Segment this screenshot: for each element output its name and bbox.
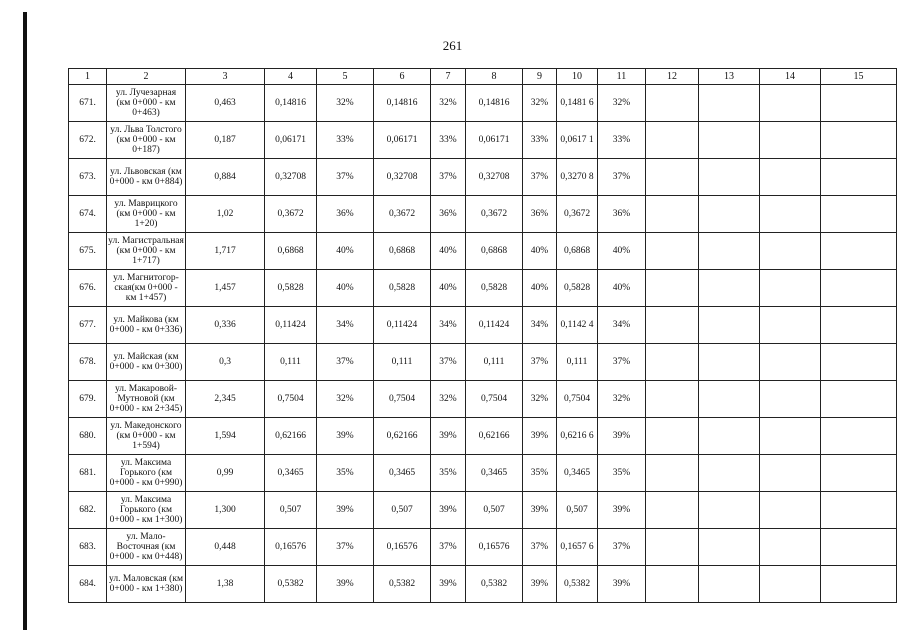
header-row bbox=[69, 69, 897, 85]
col12-cell bbox=[646, 196, 699, 233]
col6-value: 0,3465 bbox=[374, 455, 431, 492]
col5-percent: 33% bbox=[317, 122, 374, 159]
table-row bbox=[69, 566, 897, 603]
table-row bbox=[69, 233, 897, 270]
street-name: ул. Майская (км 0+000 - км 0+300) bbox=[107, 344, 186, 381]
col14-cell bbox=[760, 307, 821, 344]
col4-value: 0,5382 bbox=[265, 566, 317, 603]
col12-cell bbox=[646, 85, 699, 122]
col4-value: 0,5828 bbox=[265, 270, 317, 307]
row-number: 684. bbox=[69, 566, 107, 603]
page-edge-bar bbox=[23, 12, 27, 630]
col12-cell bbox=[646, 233, 699, 270]
col8-value: 0,5828 bbox=[466, 270, 523, 307]
col9-percent: 32% bbox=[523, 381, 557, 418]
street-name: ул. Мало-Восточная (км 0+000 - км 0+448) bbox=[107, 529, 186, 566]
col-header: 9 bbox=[523, 69, 557, 85]
col11-percent: 37% bbox=[598, 159, 646, 196]
col13-cell bbox=[699, 122, 760, 159]
col7-percent: 37% bbox=[431, 159, 466, 196]
col14-cell bbox=[760, 418, 821, 455]
col11-percent: 36% bbox=[598, 196, 646, 233]
col4-value: 0,32708 bbox=[265, 159, 317, 196]
col7-percent: 40% bbox=[431, 233, 466, 270]
row-number: 675. bbox=[69, 233, 107, 270]
col14-cell bbox=[760, 159, 821, 196]
col15-cell bbox=[821, 344, 897, 381]
table-row bbox=[69, 455, 897, 492]
col8-value: 0,32708 bbox=[466, 159, 523, 196]
col12-cell bbox=[646, 270, 699, 307]
col15-cell bbox=[821, 159, 897, 196]
col9-percent: 33% bbox=[523, 122, 557, 159]
col5-percent: 34% bbox=[317, 307, 374, 344]
col15-cell bbox=[821, 418, 897, 455]
table-row bbox=[69, 529, 897, 566]
street-name: ул. Маврицкого (км 0+000 - км 1+20) bbox=[107, 196, 186, 233]
col13-cell bbox=[699, 85, 760, 122]
table-row bbox=[69, 344, 897, 381]
col6-value: 0,32708 bbox=[374, 159, 431, 196]
length-value: 1,02 bbox=[186, 196, 265, 233]
table-row bbox=[69, 122, 897, 159]
col5-percent: 35% bbox=[317, 455, 374, 492]
col14-cell bbox=[760, 233, 821, 270]
col12-cell bbox=[646, 159, 699, 196]
col-header: 6 bbox=[374, 69, 431, 85]
col15-cell bbox=[821, 122, 897, 159]
col11-percent: 37% bbox=[598, 344, 646, 381]
table-row bbox=[69, 418, 897, 455]
col13-cell bbox=[699, 492, 760, 529]
col9-percent: 39% bbox=[523, 566, 557, 603]
col6-value: 0,14816 bbox=[374, 85, 431, 122]
col9-percent: 40% bbox=[523, 233, 557, 270]
col-header: 3 bbox=[186, 69, 265, 85]
col5-percent: 39% bbox=[317, 418, 374, 455]
col13-cell bbox=[699, 418, 760, 455]
col13-cell bbox=[699, 455, 760, 492]
col-header: 13 bbox=[699, 69, 760, 85]
col15-cell bbox=[821, 307, 897, 344]
length-value: 0,336 bbox=[186, 307, 265, 344]
table-row bbox=[69, 85, 897, 122]
street-name: ул. Майкова (км 0+000 - км 0+336) bbox=[107, 307, 186, 344]
col13-cell bbox=[699, 270, 760, 307]
length-value: 1,594 bbox=[186, 418, 265, 455]
col8-value: 0,11424 bbox=[466, 307, 523, 344]
col9-percent: 35% bbox=[523, 455, 557, 492]
col12-cell bbox=[646, 566, 699, 603]
col5-percent: 36% bbox=[317, 196, 374, 233]
length-value: 2,345 bbox=[186, 381, 265, 418]
row-number: 678. bbox=[69, 344, 107, 381]
col9-percent: 40% bbox=[523, 270, 557, 307]
col15-cell bbox=[821, 529, 897, 566]
street-name: ул. Льва Толстого (км 0+000 - км 0+187) bbox=[107, 122, 186, 159]
col10-value: 0,1142 4 bbox=[557, 307, 598, 344]
col4-value: 0,11424 bbox=[265, 307, 317, 344]
col6-value: 0,5828 bbox=[374, 270, 431, 307]
col14-cell bbox=[760, 529, 821, 566]
col6-value: 0,16576 bbox=[374, 529, 431, 566]
row-number: 679. bbox=[69, 381, 107, 418]
col-header: 7 bbox=[431, 69, 466, 85]
col14-cell bbox=[760, 492, 821, 529]
col4-value: 0,14816 bbox=[265, 85, 317, 122]
col11-percent: 39% bbox=[598, 418, 646, 455]
col-header: 5 bbox=[317, 69, 374, 85]
col9-percent: 34% bbox=[523, 307, 557, 344]
col5-percent: 39% bbox=[317, 566, 374, 603]
street-name: ул. Макаровой-Мутновой (км 0+000 - км 2+345) bbox=[107, 381, 186, 418]
col12-cell bbox=[646, 122, 699, 159]
col7-percent: 32% bbox=[431, 85, 466, 122]
data-table bbox=[68, 68, 897, 603]
col11-percent: 32% bbox=[598, 381, 646, 418]
col6-value: 0,3672 bbox=[374, 196, 431, 233]
col11-percent: 35% bbox=[598, 455, 646, 492]
col10-value: 0,7504 bbox=[557, 381, 598, 418]
row-number: 681. bbox=[69, 455, 107, 492]
col13-cell bbox=[699, 307, 760, 344]
col5-percent: 37% bbox=[317, 529, 374, 566]
col14-cell bbox=[760, 196, 821, 233]
col12-cell bbox=[646, 344, 699, 381]
col6-value: 0,06171 bbox=[374, 122, 431, 159]
table-row bbox=[69, 307, 897, 344]
col-header: 11 bbox=[598, 69, 646, 85]
col13-cell bbox=[699, 381, 760, 418]
col14-cell bbox=[760, 381, 821, 418]
table-row bbox=[69, 159, 897, 196]
col-header: 12 bbox=[646, 69, 699, 85]
col11-percent: 40% bbox=[598, 270, 646, 307]
col10-value: 0,5382 bbox=[557, 566, 598, 603]
col7-percent: 39% bbox=[431, 566, 466, 603]
col10-value: 0,111 bbox=[557, 344, 598, 381]
col11-percent: 39% bbox=[598, 492, 646, 529]
col8-value: 0,3465 bbox=[466, 455, 523, 492]
col9-percent: 37% bbox=[523, 529, 557, 566]
length-value: 1,457 bbox=[186, 270, 265, 307]
col12-cell bbox=[646, 492, 699, 529]
col12-cell bbox=[646, 455, 699, 492]
length-value: 0,463 bbox=[186, 85, 265, 122]
col15-cell bbox=[821, 233, 897, 270]
col13-cell bbox=[699, 196, 760, 233]
col13-cell bbox=[699, 529, 760, 566]
col8-value: 0,6868 bbox=[466, 233, 523, 270]
row-number: 683. bbox=[69, 529, 107, 566]
row-number: 682. bbox=[69, 492, 107, 529]
col5-percent: 40% bbox=[317, 270, 374, 307]
row-number: 673. bbox=[69, 159, 107, 196]
col8-value: 0,3672 bbox=[466, 196, 523, 233]
col-header: 4 bbox=[265, 69, 317, 85]
street-name: ул. Маловская (км 0+000 - км 1+380) bbox=[107, 566, 186, 603]
col4-value: 0,6868 bbox=[265, 233, 317, 270]
col8-value: 0,62166 bbox=[466, 418, 523, 455]
col10-value: 0,3270 8 bbox=[557, 159, 598, 196]
col10-value: 0,507 bbox=[557, 492, 598, 529]
row-number: 674. bbox=[69, 196, 107, 233]
col11-percent: 33% bbox=[598, 122, 646, 159]
table-row bbox=[69, 270, 897, 307]
col9-percent: 36% bbox=[523, 196, 557, 233]
col6-value: 0,62166 bbox=[374, 418, 431, 455]
street-name: ул. Лучезарная (км 0+000 - км 0+463) bbox=[107, 85, 186, 122]
row-number: 680. bbox=[69, 418, 107, 455]
col12-cell bbox=[646, 529, 699, 566]
col4-value: 0,3465 bbox=[265, 455, 317, 492]
col15-cell bbox=[821, 196, 897, 233]
table-row bbox=[69, 381, 897, 418]
col12-cell bbox=[646, 418, 699, 455]
table-row bbox=[69, 492, 897, 529]
col10-value: 0,3672 bbox=[557, 196, 598, 233]
col8-value: 0,507 bbox=[466, 492, 523, 529]
col-header: 1 bbox=[69, 69, 107, 85]
col-header: 15 bbox=[821, 69, 897, 85]
length-value: 0,187 bbox=[186, 122, 265, 159]
col6-value: 0,11424 bbox=[374, 307, 431, 344]
col11-percent: 32% bbox=[598, 85, 646, 122]
col9-percent: 39% bbox=[523, 418, 557, 455]
col11-percent: 39% bbox=[598, 566, 646, 603]
col14-cell bbox=[760, 344, 821, 381]
col7-percent: 40% bbox=[431, 270, 466, 307]
length-value: 0,3 bbox=[186, 344, 265, 381]
row-number: 671. bbox=[69, 85, 107, 122]
col4-value: 0,111 bbox=[265, 344, 317, 381]
col10-value: 0,5828 bbox=[557, 270, 598, 307]
length-value: 0,884 bbox=[186, 159, 265, 196]
col10-value: 0,6868 bbox=[557, 233, 598, 270]
col4-value: 0,507 bbox=[265, 492, 317, 529]
col7-percent: 37% bbox=[431, 529, 466, 566]
street-name: ул. Магистральная (км 0+000 - км 1+717) bbox=[107, 233, 186, 270]
col6-value: 0,6868 bbox=[374, 233, 431, 270]
col13-cell bbox=[699, 566, 760, 603]
row-number: 676. bbox=[69, 270, 107, 307]
col11-percent: 37% bbox=[598, 529, 646, 566]
col10-value: 0,1481 6 bbox=[557, 85, 598, 122]
col-header: 8 bbox=[466, 69, 523, 85]
col13-cell bbox=[699, 344, 760, 381]
col15-cell bbox=[821, 85, 897, 122]
col15-cell bbox=[821, 455, 897, 492]
col7-percent: 33% bbox=[431, 122, 466, 159]
col7-percent: 32% bbox=[431, 381, 466, 418]
col5-percent: 37% bbox=[317, 344, 374, 381]
table-row bbox=[69, 196, 897, 233]
col5-percent: 39% bbox=[317, 492, 374, 529]
col4-value: 0,7504 bbox=[265, 381, 317, 418]
col13-cell bbox=[699, 159, 760, 196]
col5-percent: 40% bbox=[317, 233, 374, 270]
col9-percent: 37% bbox=[523, 159, 557, 196]
street-name: ул. Македонского (км 0+000 - км 1+594) bbox=[107, 418, 186, 455]
street-name: ул. Максима Горького (км 0+000 - км 0+990) bbox=[107, 455, 186, 492]
col7-percent: 36% bbox=[431, 196, 466, 233]
col8-value: 0,16576 bbox=[466, 529, 523, 566]
col14-cell bbox=[760, 566, 821, 603]
street-name: ул. Львовская (км 0+000 - км 0+884) bbox=[107, 159, 186, 196]
col12-cell bbox=[646, 381, 699, 418]
street-name: ул. Максима Горького (км 0+000 - км 1+300) bbox=[107, 492, 186, 529]
col10-value: 0,6216 6 bbox=[557, 418, 598, 455]
col7-percent: 37% bbox=[431, 344, 466, 381]
col6-value: 0,7504 bbox=[374, 381, 431, 418]
col5-percent: 32% bbox=[317, 85, 374, 122]
street-name: ул. Магнитогор-ская(км 0+000 - км 1+457) bbox=[107, 270, 186, 307]
col14-cell bbox=[760, 455, 821, 492]
col15-cell bbox=[821, 381, 897, 418]
col4-value: 0,16576 bbox=[265, 529, 317, 566]
col8-value: 0,14816 bbox=[466, 85, 523, 122]
col8-value: 0,7504 bbox=[466, 381, 523, 418]
col-header: 10 bbox=[557, 69, 598, 85]
col4-value: 0,06171 bbox=[265, 122, 317, 159]
col4-value: 0,3672 bbox=[265, 196, 317, 233]
row-number: 672. bbox=[69, 122, 107, 159]
col5-percent: 32% bbox=[317, 381, 374, 418]
col15-cell bbox=[821, 270, 897, 307]
col9-percent: 32% bbox=[523, 85, 557, 122]
col14-cell bbox=[760, 270, 821, 307]
col7-percent: 39% bbox=[431, 418, 466, 455]
col14-cell bbox=[760, 85, 821, 122]
col7-percent: 39% bbox=[431, 492, 466, 529]
col9-percent: 39% bbox=[523, 492, 557, 529]
page-number: 261 bbox=[442, 38, 463, 53]
col5-percent: 37% bbox=[317, 159, 374, 196]
length-value: 1,38 bbox=[186, 566, 265, 603]
col8-value: 0,111 bbox=[466, 344, 523, 381]
col15-cell bbox=[821, 492, 897, 529]
col10-value: 0,1657 6 bbox=[557, 529, 598, 566]
row-number: 677. bbox=[69, 307, 107, 344]
col8-value: 0,06171 bbox=[466, 122, 523, 159]
col6-value: 0,5382 bbox=[374, 566, 431, 603]
col4-value: 0,62166 bbox=[265, 418, 317, 455]
length-value: 1,717 bbox=[186, 233, 265, 270]
col8-value: 0,5382 bbox=[466, 566, 523, 603]
col-header: 14 bbox=[760, 69, 821, 85]
col11-percent: 34% bbox=[598, 307, 646, 344]
col14-cell bbox=[760, 122, 821, 159]
col10-value: 0,3465 bbox=[557, 455, 598, 492]
col13-cell bbox=[699, 233, 760, 270]
length-value: 0,448 bbox=[186, 529, 265, 566]
col15-cell bbox=[821, 566, 897, 603]
col9-percent: 37% bbox=[523, 344, 557, 381]
length-value: 0,99 bbox=[186, 455, 265, 492]
length-value: 1,300 bbox=[186, 492, 265, 529]
col6-value: 0,507 bbox=[374, 492, 431, 529]
col-header: 2 bbox=[107, 69, 186, 85]
col7-percent: 34% bbox=[431, 307, 466, 344]
col12-cell bbox=[646, 307, 699, 344]
col11-percent: 40% bbox=[598, 233, 646, 270]
col7-percent: 35% bbox=[431, 455, 466, 492]
col6-value: 0,111 bbox=[374, 344, 431, 381]
col10-value: 0,0617 1 bbox=[557, 122, 598, 159]
